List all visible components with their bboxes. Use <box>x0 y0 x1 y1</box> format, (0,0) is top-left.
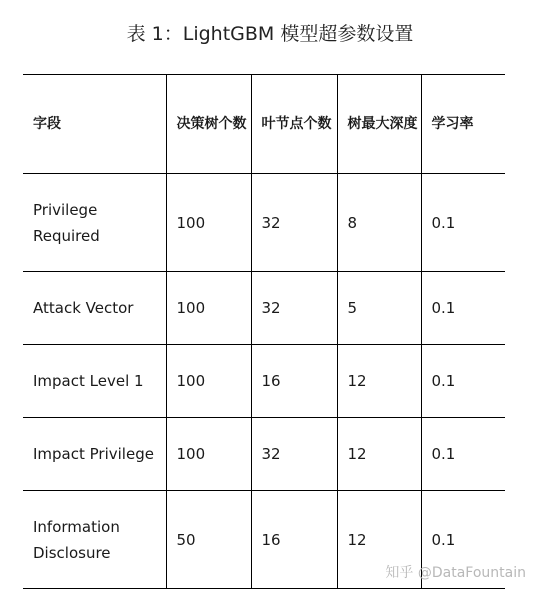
cell-field: Attack Vector <box>23 272 166 345</box>
cell-trees: 50 <box>166 491 251 589</box>
header-field: 字段 <box>23 75 166 174</box>
cell-trees: 100 <box>166 418 251 491</box>
cell-trees: 100 <box>166 174 251 272</box>
cell-leaves: 16 <box>251 345 337 418</box>
header-leaf-count: 叶节点个数 <box>251 75 337 174</box>
cell-learning-rate: 0.1 <box>421 272 505 345</box>
cell-leaves: 32 <box>251 272 337 345</box>
cell-leaves: 32 <box>251 418 337 491</box>
cell-learning-rate: 0.1 <box>421 345 505 418</box>
cell-trees: 100 <box>166 345 251 418</box>
cell-depth: 12 <box>337 491 421 589</box>
header-tree-count: 决策树个数 <box>166 75 251 174</box>
cell-trees: 100 <box>166 272 251 345</box>
cell-leaves: 32 <box>251 174 337 272</box>
table-header-row <box>23 75 505 174</box>
cell-depth: 8 <box>337 174 421 272</box>
table-row <box>23 272 505 345</box>
cell-field: Privilege Required <box>23 174 166 272</box>
cell-learning-rate: 0.1 <box>421 174 505 272</box>
table-row <box>23 345 505 418</box>
table-row <box>23 174 505 272</box>
cell-field: Information Disclosure <box>23 491 166 589</box>
header-learning-rate: 学习率 <box>421 75 505 174</box>
cell-field: Impact Privilege <box>23 418 166 491</box>
cell-depth: 12 <box>337 345 421 418</box>
cell-leaves: 16 <box>251 491 337 589</box>
cell-learning-rate: 0.1 <box>421 491 505 589</box>
cell-depth: 12 <box>337 418 421 491</box>
table-caption: 表 1：LightGBM 模型超参数设置 <box>126 23 414 45</box>
header-max-depth: 树最大深度 <box>337 75 421 174</box>
table-row <box>23 418 505 491</box>
cell-depth: 5 <box>337 272 421 345</box>
cell-learning-rate: 0.1 <box>421 418 505 491</box>
watermark: 知乎 @DataFountain <box>385 565 526 581</box>
cell-field: Impact Level 1 <box>23 345 166 418</box>
hyperparameter-table <box>23 74 505 589</box>
